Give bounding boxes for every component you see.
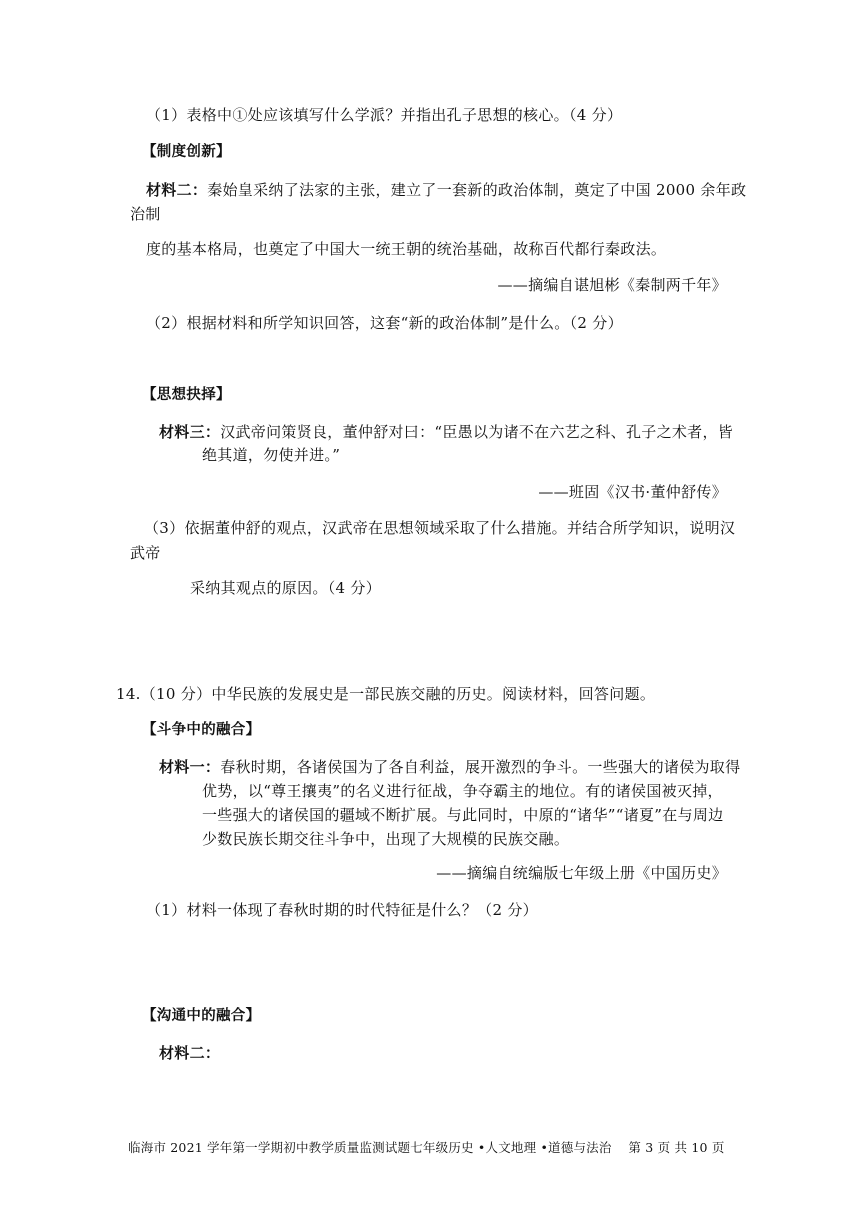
material-3-line-2: 绝其道，勿使并进。”	[202, 446, 341, 464]
material-3-line-1	[159, 421, 733, 443]
material-2-source: ——摘编自谌旭彬《秦制两千年》	[497, 276, 727, 294]
material-2-line-1	[146, 179, 746, 201]
material-1-text-1: 春秋时期，各诸侯国为了各自利益，展开激烈的争斗。一些强大的诸侯为取得	[220, 758, 741, 776]
material-2-text-1: 秦始皇采纳了法家的主张，建立了一套新的政治体制，奠定了中国 2000 余年政	[207, 181, 747, 199]
material-1-label: 材料一：	[159, 758, 221, 776]
question-13-sub3-line-1: （3）依据董仲舒的观点，汉武帝在思想领域采取了什么措施。并结合所学知识，说明汉	[144, 519, 736, 537]
material-3-text-1: 汉武帝问策贤良，董仲舒对曰：“臣愚以为诸不在六艺之科、孔子之术者，皆	[220, 423, 734, 441]
question-14-sub1: （1）材料一体现了春秋时期的时代特征是什么？（2 分）	[146, 901, 538, 919]
material-3-label: 材料三：	[159, 423, 221, 441]
section-title-fusion-in-communication: 【沟通中的融合】	[142, 1007, 261, 1024]
material-1-line-3: 一些强大的诸侯国的疆域不断扩展。与此同时，中原的“诸华”“诸夏”在与周边	[202, 806, 724, 824]
material-1-line-4: 少数民族长期交往斗争中，出现了大规模的民族交融。	[202, 830, 570, 848]
material-3-source: ——班固《汉书·董仲舒传》	[538, 483, 727, 501]
section-title-ideological-choice: 【思想抉择】	[142, 386, 231, 403]
section-title-fusion-in-struggle: 【斗争中的融合】	[142, 721, 261, 738]
section-title-institutional-innovation: 【制度创新】	[142, 143, 231, 160]
question-13-sub3-line-2: 武帝	[130, 544, 161, 562]
material-1-line-2: 优势，以“尊王攘夷”的名义进行征战，争夺霸主的地位。有的诸侯国被灭掉，	[202, 782, 723, 800]
page-footer: 临海市 2021 学年第一学期初中教学质量监测试题七年级历史 •人文地理 •道德与法治 第 3 页 共 10 页	[128, 1140, 725, 1155]
material-1-source: ——摘编自统编版七年级上册《中国历史》	[436, 864, 727, 882]
material-2-label: 材料二：	[146, 181, 208, 199]
material-2-line-2: 治制	[130, 205, 161, 223]
question-14-stem: 14.（10 分）中华民族的发展史是一部民族交融的历史。阅读材料，回答问题。	[116, 685, 656, 703]
material-1-line-1	[159, 756, 740, 778]
question-13-sub2: （2）根据材料和所学知识回答，这套“新的政治体制”是什么。（2 分）	[146, 314, 623, 332]
question-13-sub3-line-3: 采纳其观点的原因。（4 分）	[190, 579, 382, 597]
question-13-sub1: （1）表格中①处应该填写什么学派？并指出孔子思想的核心。（4 分）	[146, 106, 623, 124]
material-2-q14-label: 材料二：	[159, 1044, 221, 1062]
material-2-line-3: 度的基本格局，也奠定了中国大一统王朝的统治基础，故称百代都行秦政法。	[146, 240, 667, 258]
